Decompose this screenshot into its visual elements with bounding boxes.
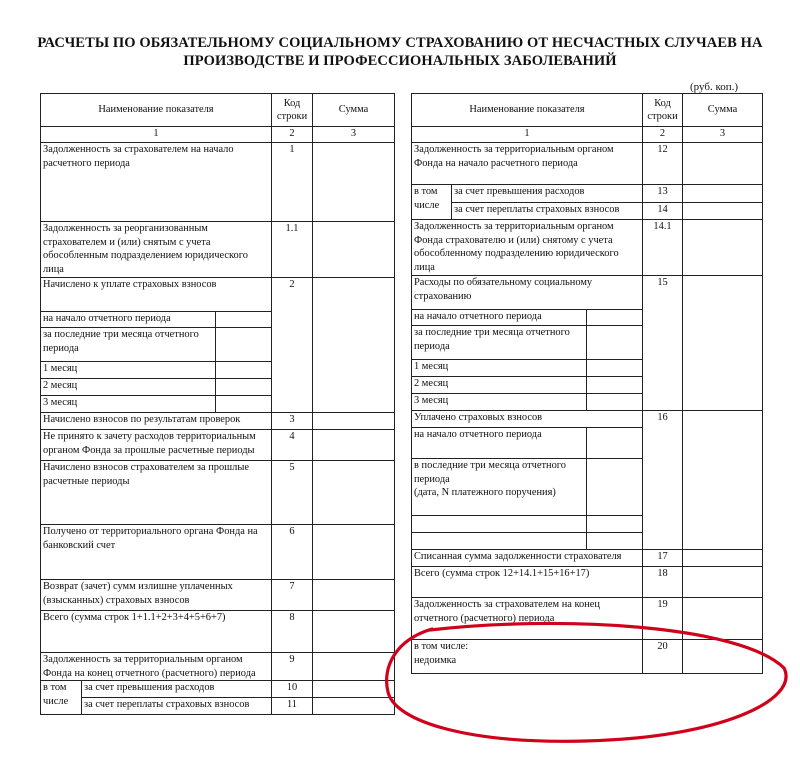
row-code: 20 (643, 640, 683, 674)
sum-cell[interactable] (683, 326, 763, 360)
sum-cell[interactable] (313, 396, 395, 413)
row-label-line: в том числе: (414, 641, 469, 652)
row-label: Всего (сумма строк 1+1.1+2+3+4+5+6+7) (41, 611, 272, 653)
sum-cell[interactable] (683, 220, 763, 276)
row-code: 16 (643, 411, 683, 428)
sum-cell[interactable] (683, 203, 763, 220)
sub-sum-cell[interactable] (587, 360, 643, 377)
sum-cell[interactable] (313, 611, 395, 653)
sub-sum-cell[interactable] (587, 459, 643, 516)
row-code: 1.1 (272, 222, 313, 278)
row-label: 1 месяц (41, 362, 216, 379)
row-label: Задолженность за территориальным органом Фонда на начало расчетного периода (412, 143, 643, 185)
header-num-3: 3 (313, 127, 395, 143)
sum-cell[interactable] (313, 580, 395, 611)
sum-cell[interactable] (313, 328, 395, 362)
header-name: Наименование показателя (41, 94, 272, 127)
row-label-line: недоимка (414, 654, 457, 666)
header-num-1: 1 (41, 127, 272, 143)
title-line-1: РАСЧЕТЫ ПО ОБЯЗАТЕЛЬНОМУ СОЦИАЛЬНОМУ СТРАХОВАНИЮ ОТ НЕСЧАСТНЫХ СЛУЧАЕВ НА (37, 35, 763, 51)
row-code: 3 (272, 413, 313, 430)
row-code: 8 (272, 611, 313, 653)
header-num-2: 2 (643, 127, 683, 143)
sum-cell[interactable] (683, 185, 763, 203)
row-label: Уплачено страховых взносов (412, 411, 643, 428)
sum-cell[interactable] (313, 698, 395, 715)
sub-sum-cell[interactable] (216, 328, 272, 362)
row-label (412, 640, 643, 674)
header-name: Наименование показателя (412, 94, 643, 127)
row-code: 18 (643, 567, 683, 598)
row-code: 9 (272, 653, 313, 681)
code-cell (272, 328, 313, 362)
right-table (411, 93, 763, 674)
sub-sum-cell[interactable] (216, 362, 272, 379)
sum-cell[interactable] (683, 640, 763, 674)
sum-cell[interactable] (683, 394, 763, 411)
code-cell (643, 428, 683, 459)
sub-sum-cell[interactable] (216, 396, 272, 413)
sub-sum-cell[interactable] (216, 379, 272, 396)
sub-sum-cell[interactable] (587, 533, 643, 550)
code-cell (643, 516, 683, 533)
row-label: на начало отчетного периода (412, 428, 587, 459)
row-code: 14.1 (643, 220, 683, 276)
title-line-2: ПРОИЗВОДСТВЕ И ПРОФЕССИОНАЛЬНЫХ ЗАБОЛЕВАНИЙ (183, 53, 617, 69)
row-code: 19 (643, 598, 683, 640)
sum-cell[interactable] (683, 310, 763, 326)
row-code: 17 (643, 550, 683, 567)
sum-cell[interactable] (683, 533, 763, 550)
row-label: за счет переплаты страховых взносов (452, 203, 643, 220)
sum-cell[interactable] (313, 430, 395, 461)
row-code: 1 (272, 143, 313, 222)
sum-cell[interactable] (683, 598, 763, 640)
sum-cell[interactable] (683, 459, 763, 516)
row-label: 3 месяц (41, 396, 216, 413)
sum-cell[interactable] (313, 312, 395, 328)
header-sum: Сумма (683, 94, 763, 127)
sum-cell[interactable] (313, 278, 395, 312)
row-label: на начало отчетного периода (41, 312, 216, 328)
row-code: 10 (272, 681, 313, 698)
sub-sum-cell[interactable] (587, 394, 643, 411)
sum-cell[interactable] (313, 413, 395, 430)
sum-cell[interactable] (313, 681, 395, 698)
row-label: Начислено взносов страхователем за прошлые расчетные периоды (41, 461, 272, 525)
row-code: 5 (272, 461, 313, 525)
row-label: за счет переплаты страховых взносов (82, 698, 272, 715)
sum-cell[interactable] (683, 550, 763, 567)
header-code: Код строки (643, 94, 683, 127)
code-cell (643, 533, 683, 550)
sum-cell[interactable] (683, 360, 763, 377)
row-label: Возврат (зачет) сумм излишне уплаченных (взысканных) страховых взносов (41, 580, 272, 611)
row-code: 2 (272, 278, 313, 312)
row-code: 12 (643, 143, 683, 185)
sum-cell[interactable] (313, 379, 395, 396)
header-num-3: 3 (683, 127, 763, 143)
sub-sum-cell[interactable] (587, 326, 643, 360)
code-cell (272, 396, 313, 413)
row-label: 2 месяц (41, 379, 216, 396)
row-label: Начислено взносов по результатам проверок (41, 413, 272, 430)
code-cell (272, 379, 313, 396)
left-table (40, 93, 395, 715)
row-label-note: (дата, N платежного поручения) (414, 487, 556, 498)
row-label-line: в последние три месяца отчетного периода (414, 460, 566, 485)
row-label: Списанная сумма задолженности страхователя (412, 550, 643, 567)
row-label (412, 459, 587, 516)
document-title (0, 34, 800, 70)
code-cell (643, 310, 683, 326)
code-cell (643, 326, 683, 360)
sum-cell[interactable] (683, 276, 763, 310)
row-label: Задолженность за реорганизованным страхователем и (или) снятым с учета обособленным подразделением юридического лица (41, 222, 272, 278)
row-code: 11 (272, 698, 313, 715)
blank-cell[interactable] (412, 533, 587, 550)
row-label: 1 месяц (412, 360, 587, 377)
row-label: Начислено к уплате страховых взносов (41, 278, 272, 312)
blank-cell[interactable] (412, 516, 587, 533)
row-code: 13 (643, 185, 683, 203)
sum-cell[interactable] (313, 143, 395, 222)
row-label: Расходы по обязательному социальному страхованию (412, 276, 643, 310)
header-sum: Сумма (313, 94, 395, 127)
header-code: Код строки (272, 94, 313, 127)
sub-sum-cell[interactable] (216, 312, 272, 328)
sum-cell[interactable] (683, 377, 763, 394)
sub-sum-cell[interactable] (587, 377, 643, 394)
row-label: за счет превышения расходов (82, 681, 272, 698)
sum-cell[interactable] (683, 143, 763, 185)
sum-cell[interactable] (683, 428, 763, 459)
code-cell (272, 362, 313, 379)
row-label: Всего (сумма строк 12+14.1+15+16+17) (412, 567, 643, 598)
sum-cell[interactable] (313, 653, 395, 681)
sum-cell[interactable] (313, 525, 395, 580)
code-cell (272, 312, 313, 328)
sum-cell[interactable] (683, 567, 763, 598)
code-cell (643, 377, 683, 394)
row-label: 2 месяц (412, 377, 587, 394)
row-label: 3 месяц (412, 394, 587, 411)
units-label: (руб. коп.) (690, 81, 739, 93)
sub-sum-cell[interactable] (587, 428, 643, 459)
row-code: 14 (643, 203, 683, 220)
incl-label: в том числе (412, 185, 452, 220)
row-label: Задолженность за страхователем на начало расчетного периода (41, 143, 272, 222)
row-label: Задолженность за страхователем на конец отчетного (расчетного) периода (412, 598, 643, 640)
row-code: 6 (272, 525, 313, 580)
sum-cell[interactable] (683, 411, 763, 428)
sum-cell[interactable] (313, 461, 395, 525)
incl-label: в том числе (41, 681, 82, 715)
row-code: 4 (272, 430, 313, 461)
header-num-2: 2 (272, 127, 313, 143)
sub-sum-cell[interactable] (587, 516, 643, 533)
code-cell (643, 360, 683, 377)
sum-cell[interactable] (683, 516, 763, 533)
row-label: за счет превышения расходов (452, 185, 643, 203)
row-label: Не принято к зачету расходов территориальным органом Фонда за прошлые расчетные периоды (41, 430, 272, 461)
code-cell (643, 394, 683, 411)
code-cell (643, 459, 683, 516)
row-code: 15 (643, 276, 683, 310)
row-label: Задолженность за территориальным органом Фонда страхователю и (или) снятому с учета обособленному подразделению юридического лица (412, 220, 643, 276)
sum-cell[interactable] (313, 362, 395, 379)
row-label: за последние три месяца отчетного периода (412, 326, 587, 360)
sum-cell[interactable] (313, 222, 395, 278)
sub-sum-cell[interactable] (587, 310, 643, 326)
row-label: на начало отчетного периода (412, 310, 587, 326)
row-label: Получено от территориального органа Фонда на банковский счет (41, 525, 272, 580)
row-label: Задолженность за территориальным органом Фонда на конец отчетного (расчетного) периода (41, 653, 272, 681)
header-num-1: 1 (412, 127, 643, 143)
row-label: за последние три месяца отчетного периода (41, 328, 216, 362)
row-code: 7 (272, 580, 313, 611)
